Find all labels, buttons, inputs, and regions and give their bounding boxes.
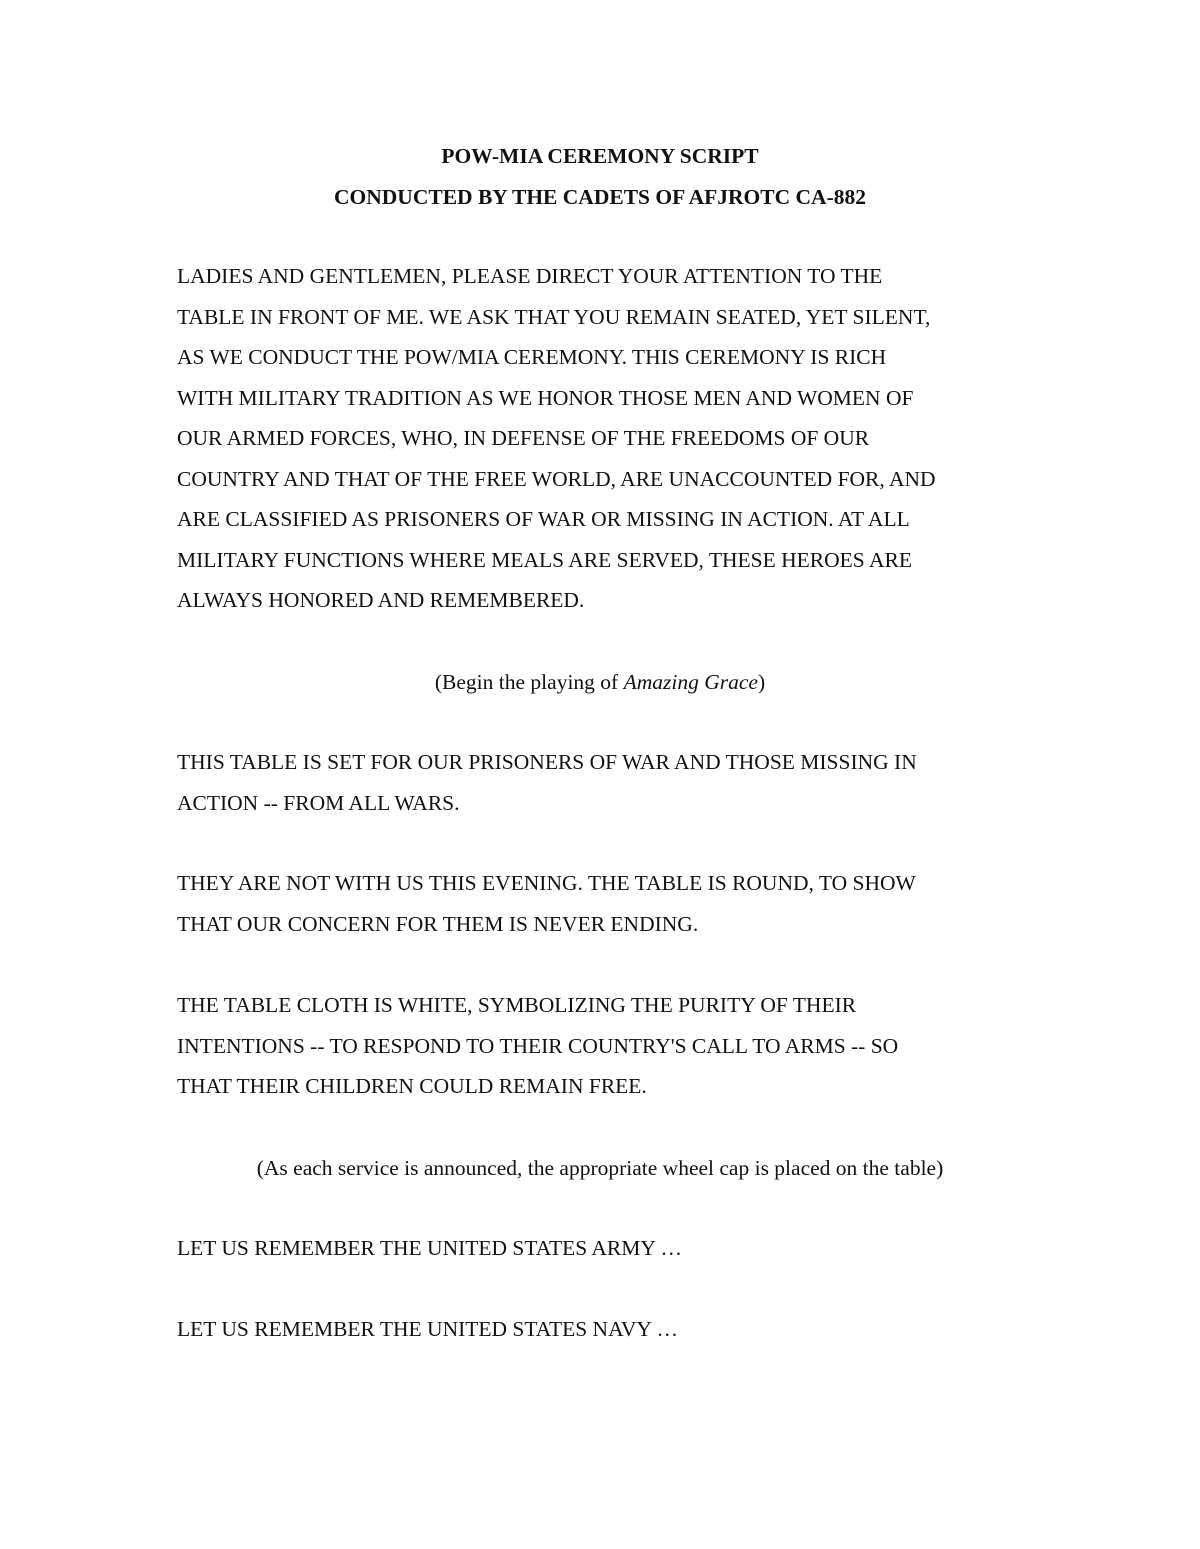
text-line: LET US REMEMBER THE UNITED STATES NAVY … <box>177 1317 678 1341</box>
song-title: Amazing Grace <box>623 670 758 694</box>
text-line: THE TABLE CLOTH IS WHITE, SYMBOLIZING THE PURITY OF THEIR <box>177 993 857 1017</box>
text-line: ARE CLASSIFIED AS PRISONERS OF WAR OR MISSING IN ACTION. AT ALL <box>177 507 910 531</box>
direction-prefix: (Begin the playing of <box>434 670 624 694</box>
text-line: OUR ARMED FORCES, WHO, IN DEFENSE OF THE FREEDOMS OF OUR <box>177 426 870 450</box>
direction-suffix: ) <box>757 670 766 694</box>
text-line: ALWAYS HONORED AND REMEMBERED. <box>177 588 585 612</box>
table-cloth-paragraph <box>177 985 1037 1107</box>
text-line: INTENTIONS -- TO RESPOND TO THEIR COUNTRY'S CALL TO ARMS -- SO <box>177 1033 899 1058</box>
text-line: ACTION -- FROM ALL WARS. <box>177 790 460 815</box>
document-subtitle: CONDUCTED BY THE CADETS OF AFJROTC CA-882 <box>334 185 866 209</box>
text-line: THAT OUR CONCERN FOR THEM IS NEVER ENDING. <box>177 911 699 936</box>
text-line: COUNTRY AND THAT OF THE FREE WORLD, ARE UNACCOUNTED FOR, AND <box>177 466 936 491</box>
remember-army-line <box>177 1228 1037 1269</box>
remember-navy-line <box>177 1309 1037 1350</box>
document-title: POW-MIA CEREMONY SCRIPT <box>441 144 759 168</box>
intro-paragraph <box>177 256 1037 621</box>
text-line: AS WE CONDUCT THE POW/MIA CEREMONY. THIS CEREMONY IS RICH <box>177 345 887 369</box>
text-line: THEY ARE NOT WITH US THIS EVENING. THE TABLE IS ROUND, TO SHOW <box>177 871 916 895</box>
text-line: THIS TABLE IS SET FOR OUR PRISONERS OF WAR AND THOSE MISSING IN <box>177 750 917 774</box>
text-line: LET US REMEMBER THE UNITED STATES ARMY … <box>177 1236 682 1260</box>
stage-direction-wheel-cap: (As each service is announced, the appropriate wheel cap is placed on the table) <box>256 1156 944 1180</box>
text-line: MILITARY FUNCTIONS WHERE MEALS ARE SERVED, THESE HEROES ARE <box>177 547 912 572</box>
table-set-paragraph <box>177 742 1037 823</box>
text-line: LADIES AND GENTLEMEN, PLEASE DIRECT YOUR ATTENTION TO THE <box>177 264 883 288</box>
stage-direction-music <box>0 669 1200 695</box>
round-table-paragraph <box>177 863 1037 944</box>
text-line: WITH MILITARY TRADITION AS WE HONOR THOSE MEN AND WOMEN OF <box>177 385 914 410</box>
text-line: TABLE IN FRONT OF ME. WE ASK THAT YOU REMAIN SEATED, YET SILENT, <box>177 304 931 329</box>
text-line: THAT THEIR CHILDREN COULD REMAIN FREE. <box>177 1074 647 1098</box>
